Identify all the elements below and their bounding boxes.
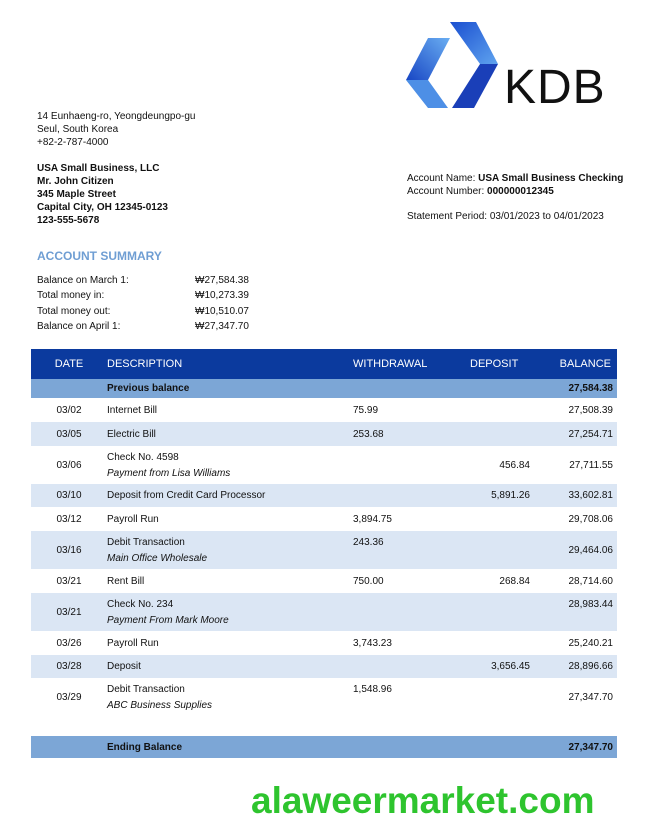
row-description-text: Payroll Run xyxy=(107,513,159,525)
row-balance: 29,708.06 xyxy=(568,513,613,525)
row-description xyxy=(107,507,353,531)
statement-period: Statement Period: 03/01/2023 to 04/01/2023 xyxy=(407,211,604,222)
transactions-table xyxy=(31,349,617,758)
row-balance: 25,240.21 xyxy=(568,637,613,649)
row-withdrawal xyxy=(353,446,448,484)
row-withdrawal: 75.99 xyxy=(353,404,379,416)
summary-value: ₩10,510.07 xyxy=(195,305,249,317)
row-date: 03/28 xyxy=(31,655,107,678)
bank-phone: +82-2-787-4000 xyxy=(37,137,109,148)
row-description-text: Check No. 234 xyxy=(107,598,174,610)
account-summary-title: ACCOUNT SUMMARY xyxy=(37,249,162,263)
row-date: 03/21 xyxy=(56,575,82,587)
customer-city: Capital City, OH 12345-0123 xyxy=(37,202,168,213)
account-name-label: Account Name: xyxy=(407,173,479,184)
header-balance: BALANCE xyxy=(530,349,617,379)
row-date: 03/12 xyxy=(56,513,82,525)
row-description xyxy=(107,422,353,446)
row-date: 03/16 xyxy=(31,531,107,569)
row-date: 03/10 xyxy=(31,484,107,507)
row-description-text: Deposit xyxy=(107,661,141,672)
table-row xyxy=(31,631,617,655)
row-deposit xyxy=(448,678,530,716)
summary-label: Total money in: xyxy=(37,290,105,302)
account-info xyxy=(407,172,623,223)
row-balance: 27,711.55 xyxy=(569,459,613,471)
row-note: Payment from Lisa Williams xyxy=(107,467,231,479)
customer-phone: 123-555-5678 xyxy=(37,215,100,226)
row-balance: 27,254.71 xyxy=(530,422,617,446)
row-deposit xyxy=(448,631,530,655)
row-withdrawal: 3,743.23 xyxy=(353,637,392,649)
row-withdrawal: 750.00 xyxy=(353,575,384,587)
row-description xyxy=(107,631,353,655)
table-row xyxy=(31,593,617,631)
customer-street: 345 Maple Street xyxy=(37,189,116,200)
table-header-row xyxy=(31,349,617,379)
row-balance: 28,714.60 xyxy=(568,575,613,587)
summary-value: ₩27,584.38 xyxy=(195,275,249,286)
brand-name: KDB xyxy=(504,61,606,114)
summary-value: ₩10,273.39 xyxy=(195,290,249,302)
account-number xyxy=(407,185,623,198)
row-description xyxy=(107,655,353,678)
table-row xyxy=(31,531,617,569)
summary-label: Balance on March 1: xyxy=(37,275,129,286)
row-description xyxy=(107,484,353,507)
table-row xyxy=(31,422,617,446)
row-description xyxy=(107,446,353,484)
row-description-text: Rent Bill xyxy=(107,575,145,587)
row-description-text: Payroll Run xyxy=(107,637,159,649)
row-date: 03/29 xyxy=(56,691,82,703)
table-row xyxy=(31,446,617,484)
row-date: 03/02 xyxy=(56,404,82,416)
customer-name: Mr. John Citizen xyxy=(37,176,114,187)
bank-logo xyxy=(398,20,613,112)
kdb-logo-icon xyxy=(398,20,502,112)
account-summary xyxy=(37,273,275,334)
row-deposit xyxy=(448,531,530,569)
row-note: Main Office Wholesale xyxy=(107,552,208,564)
row-description-text: Internet Bill xyxy=(107,404,158,416)
table-spacer xyxy=(31,716,617,736)
row-balance: 27,347.70 xyxy=(568,691,613,703)
row-note: Payment From Mark Moore xyxy=(107,614,229,626)
row-balance: 28,983.44 xyxy=(530,593,617,631)
row-withdrawal: 243.36 xyxy=(353,531,448,569)
customer-company: USA Small Business, LLC xyxy=(37,163,160,174)
previous-balance-label: Previous balance xyxy=(107,379,353,398)
table-row xyxy=(31,655,617,678)
row-description-text: Electric Bill xyxy=(107,428,156,440)
row-description-text: Debit Transaction xyxy=(107,536,185,548)
customer-address xyxy=(37,162,168,227)
previous-balance-row xyxy=(31,379,617,398)
row-description xyxy=(107,593,353,631)
table-row xyxy=(31,678,617,716)
row-description xyxy=(107,678,353,716)
previous-balance-value: 27,584.38 xyxy=(530,379,617,398)
header-description: DESCRIPTION xyxy=(107,349,353,379)
row-withdrawal xyxy=(353,655,448,678)
bank-address-line: 14 Eunhaeng-ro, Yeongdeungpo-gu xyxy=(37,111,196,122)
summary-row xyxy=(37,319,275,334)
row-withdrawal: 3,894.75 xyxy=(353,513,392,525)
row-deposit: 5,891.26 xyxy=(448,484,530,507)
header-withdrawal: WITHDRAWAL xyxy=(353,349,448,379)
row-date: 03/26 xyxy=(56,637,82,649)
row-description xyxy=(107,569,353,593)
summary-label: Balance on April 1: xyxy=(37,320,121,332)
row-deposit: 268.84 xyxy=(499,575,530,587)
row-description xyxy=(107,398,353,422)
summary-value: ₩27,347.70 xyxy=(195,320,249,332)
table-row xyxy=(31,484,617,507)
header-deposit: DEPOSIT xyxy=(448,349,530,379)
account-number-value: 000000012345 xyxy=(487,186,554,197)
row-date: 03/05 xyxy=(31,422,107,446)
header-date: DATE xyxy=(31,349,107,379)
row-withdrawal xyxy=(353,593,448,631)
ending-balance-row xyxy=(31,736,617,758)
row-withdrawal: 1,548.96 xyxy=(353,684,392,695)
row-description-text: Deposit from Credit Card Processor xyxy=(107,490,266,501)
ending-balance-label: Ending Balance xyxy=(107,736,353,758)
row-deposit xyxy=(448,398,530,422)
watermark-text: alaweermarket.com xyxy=(251,780,595,821)
row-deposit xyxy=(448,593,530,631)
row-balance: 27,508.39 xyxy=(568,404,613,416)
summary-row xyxy=(37,288,275,303)
ending-balance-value: 27,347.70 xyxy=(530,736,617,758)
summary-label: Total money out: xyxy=(37,305,111,317)
row-withdrawal: 253.68 xyxy=(353,422,448,446)
row-description-text: Debit Transaction xyxy=(107,683,185,695)
row-deposit: 3,656.45 xyxy=(448,655,530,678)
row-deposit: 456.84 xyxy=(499,459,530,471)
table-row xyxy=(31,569,617,593)
summary-row xyxy=(37,304,275,319)
row-deposit xyxy=(448,507,530,531)
row-date: 03/06 xyxy=(56,459,82,471)
row-withdrawal xyxy=(353,484,448,507)
account-name-value: USA Small Business Checking xyxy=(478,173,624,184)
bank-address-line: Seul, South Korea xyxy=(37,124,119,135)
account-name xyxy=(407,172,623,185)
row-note: ABC Business Supplies xyxy=(107,699,213,711)
table-row xyxy=(31,507,617,531)
row-date: 03/21 xyxy=(31,593,107,631)
row-deposit xyxy=(448,422,530,446)
row-description xyxy=(107,531,353,569)
account-number-label: Account Number: xyxy=(407,186,488,197)
row-balance: 33,602.81 xyxy=(530,484,617,507)
summary-row xyxy=(37,273,275,288)
row-balance: 28,896.66 xyxy=(530,655,617,678)
row-balance: 29,464.06 xyxy=(530,531,617,569)
table-row xyxy=(31,398,617,422)
bank-address xyxy=(37,110,195,149)
row-description-text: Check No. 4598 xyxy=(107,451,179,463)
